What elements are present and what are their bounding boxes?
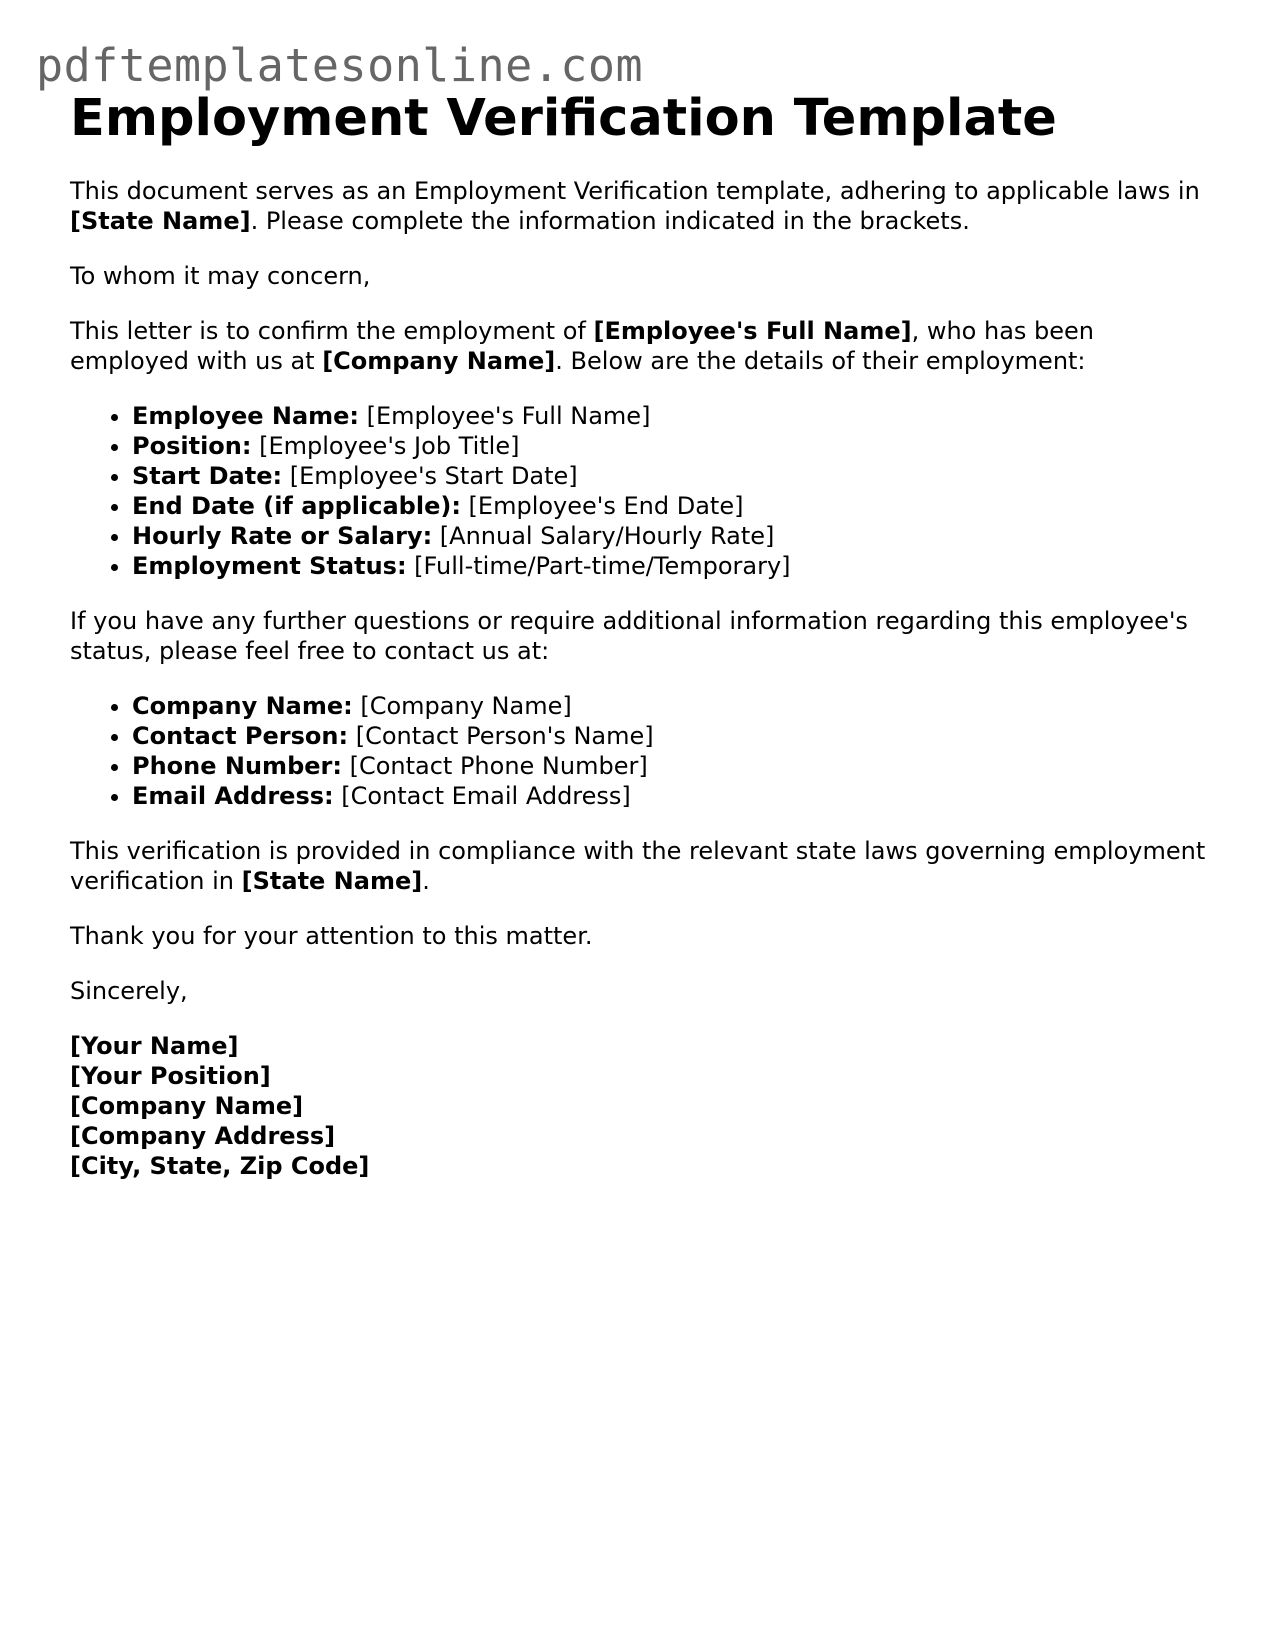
confirmation-paragraph <box>70 316 1220 376</box>
compliance-text-2: . <box>422 867 430 895</box>
intro-text-2: . Please complete the information indicated in the brackets. <box>250 207 970 235</box>
detail-value: [Employee's Job Title] <box>251 432 520 460</box>
watermark: pdftemplatesonline.com <box>36 39 644 92</box>
employment-detail-item <box>132 461 1220 491</box>
confirm-text-3: . Below are the details of their employment: <box>555 347 1086 375</box>
document-title: Employment Verification Template <box>70 89 1057 148</box>
detail-label: Employee Name: <box>132 402 360 430</box>
detail-value: [Employee's Start Date] <box>282 462 578 490</box>
contact-value: [Contact Person's Name] <box>348 722 654 750</box>
contact-value: [Company Name] <box>352 692 572 720</box>
contact-intro-paragraph: If you have any further questions or require additional information regarding this employee's status, please feel free to contact us at: <box>70 607 1188 665</box>
confirm-text-2: , who has been employed with us at <box>70 317 1095 375</box>
employment-detail-item <box>132 491 1220 521</box>
confirm-employee-placeholder: [Employee's Full Name] <box>593 317 912 345</box>
detail-value: [Full-time/Part-time/Temporary] <box>406 552 791 580</box>
contact-detail-item <box>132 781 1220 811</box>
signature-company: [Company Name] <box>70 1092 304 1120</box>
signature-city-state-zip: [City, State, Zip Code] <box>70 1152 370 1180</box>
signature-position: [Your Position] <box>70 1062 271 1090</box>
detail-value: [Employee's Full Name] <box>359 402 651 430</box>
contact-value: [Contact Phone Number] <box>341 752 648 780</box>
compliance-state-placeholder: [State Name] <box>241 867 423 895</box>
contact-detail-item <box>132 691 1220 721</box>
signature-name: [Your Name] <box>70 1032 239 1060</box>
employment-details-list <box>70 401 1220 581</box>
contact-value: [Contact Email Address] <box>333 782 631 810</box>
contact-detail-item <box>132 721 1220 751</box>
detail-label: End Date (if applicable): <box>132 492 461 520</box>
contact-details-list <box>70 691 1220 811</box>
signature-block <box>70 1031 1220 1181</box>
thanks-line: Thank you for your attention to this matter. <box>70 922 593 950</box>
signature-address: [Company Address] <box>70 1122 336 1150</box>
compliance-text-1: This verification is provided in compliance with the relevant state laws governing employment verification in <box>70 837 1206 895</box>
confirm-text-1: This letter is to confirm the employment of <box>70 317 594 345</box>
employment-detail-item <box>132 521 1220 551</box>
detail-value: [Employee's End Date] <box>460 492 744 520</box>
detail-label: Employment Status: <box>132 552 407 580</box>
document-page <box>70 86 1220 1181</box>
closing-line: Sincerely, <box>70 977 188 1005</box>
intro-state-placeholder: [State Name] <box>70 207 251 235</box>
contact-label: Contact Person: <box>132 722 349 750</box>
employment-detail-item <box>132 551 1220 581</box>
intro-paragraph <box>70 176 1220 236</box>
confirm-company-placeholder: [Company Name] <box>322 347 556 375</box>
compliance-paragraph <box>70 836 1220 896</box>
contact-label: Company Name: <box>132 692 353 720</box>
contact-detail-item <box>132 751 1220 781</box>
employment-detail-item <box>132 401 1220 431</box>
detail-value: [Annual Salary/Hourly Rate] <box>432 522 775 550</box>
greeting: To whom it may concern, <box>70 262 371 290</box>
detail-label: Position: <box>132 432 252 460</box>
detail-label: Start Date: <box>132 462 283 490</box>
contact-label: Phone Number: <box>132 752 342 780</box>
employment-detail-item <box>132 431 1220 461</box>
intro-text-1: This document serves as an Employment Verification template, adhering to applicable laws in <box>70 177 1200 205</box>
detail-label: Hourly Rate or Salary: <box>132 522 433 550</box>
contact-label: Email Address: <box>132 782 334 810</box>
